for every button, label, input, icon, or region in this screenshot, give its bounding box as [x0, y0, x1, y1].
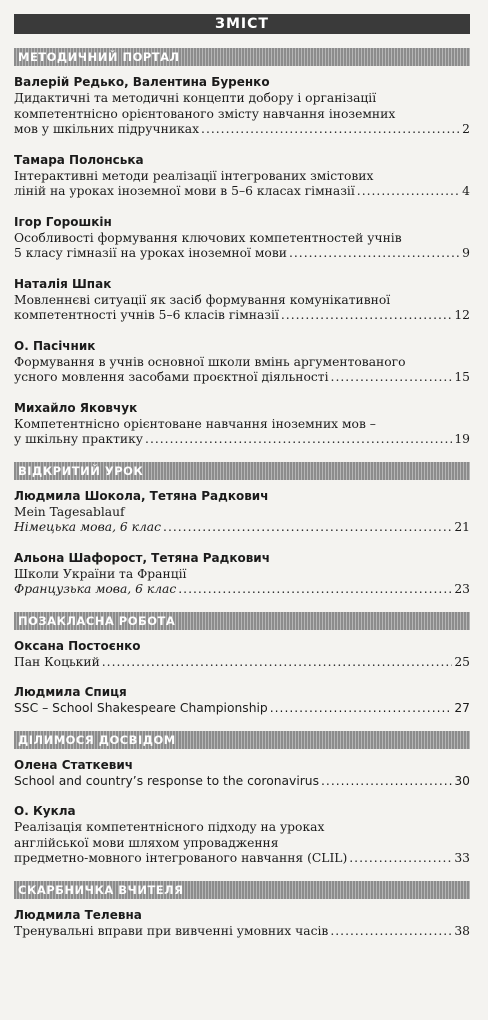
toc-entry[interactable] [14, 338, 470, 386]
toc-entry[interactable] [14, 152, 470, 200]
page-number: 19 [454, 432, 470, 446]
entry-last-line [14, 246, 470, 262]
entry-author: Людмила Телевна [14, 907, 142, 922]
entry-title-line: Особливості формування ключових компетентностей учнів [14, 230, 402, 245]
entry-last-line [14, 432, 470, 448]
entry-author: Тамара Полонська [14, 152, 144, 167]
entry-author: О. Кукла [14, 804, 76, 818]
toc-entry[interactable] [14, 400, 470, 448]
entry-title-line: Дидактичні та методичні концепти добору і організації [14, 91, 377, 105]
entry-last-line [14, 924, 470, 940]
leader-dots [349, 851, 452, 867]
entry-title-end: School and country’s response to the coronavirus [14, 773, 320, 788]
page-number: 21 [454, 520, 470, 534]
toc-page [14, 14, 470, 953]
page-number: 9 [462, 246, 470, 260]
section-header: ВІДКРИТИЙ УРОК [14, 462, 470, 480]
entry-author: Людмила Спиця [14, 685, 127, 699]
section-header: СКАРБНИЧКА ВЧИТЕЛЯ [14, 881, 470, 899]
entry-title-end: ліній на уроках іноземної мови в 5–6 класах гімназії [14, 184, 355, 198]
entry-title-line: англійської мови шляхом упровадження [14, 835, 279, 850]
entry-title-line: Школи України та Франції [14, 566, 187, 581]
toc-entry[interactable] [14, 74, 470, 138]
leader-dots [178, 582, 452, 598]
entry-last-line [14, 184, 470, 200]
toc-entry[interactable] [14, 214, 470, 262]
entry-last-line [14, 851, 470, 867]
toc-entry[interactable] [14, 550, 470, 598]
entry-author: О. Пасічник [14, 338, 96, 353]
leader-dots [357, 184, 460, 200]
leader-dots [330, 924, 452, 940]
entry-title-end: Німецька мова, 6 клас [14, 520, 162, 534]
page-number: 38 [454, 923, 470, 938]
page-number: 15 [454, 370, 470, 384]
toc-entry[interactable] [14, 684, 470, 717]
page-number: 27 [454, 701, 470, 715]
entry-last-line [14, 308, 470, 324]
entry-author: Олена Статкевич [14, 757, 134, 772]
entry-title-end: мов у шкільних підручниках [14, 122, 200, 136]
leader-dots [270, 701, 453, 717]
page-number: 30 [454, 773, 470, 788]
leader-dots [145, 432, 452, 448]
entry-author: Людмила Шокола, Тетяна Радкович [14, 488, 269, 503]
toc-entry[interactable] [14, 757, 470, 790]
entry-title-end: Французька мова, 6 клас [14, 582, 177, 596]
page-number: 12 [454, 308, 470, 322]
entry-last-line [14, 701, 470, 717]
toc-body [14, 48, 470, 939]
entry-title-end: SSC – School Shakespeare Championship [14, 701, 268, 715]
entry-title-line: Інтерактивні методи реалізації інтегрованих змістових [14, 168, 374, 183]
toc-entry[interactable] [14, 488, 470, 536]
entry-last-line [14, 774, 470, 790]
entry-title-line: Mein Tagesablauf [14, 504, 125, 519]
section-header: МЕТОДИЧНИЙ ПОРТАЛ [14, 48, 470, 66]
leader-dots [102, 655, 453, 671]
page-number: 2 [462, 122, 470, 136]
entry-author: Ігор Горошкін [14, 214, 112, 229]
page-number: 23 [454, 582, 470, 596]
leader-dots [321, 774, 452, 790]
entry-title-line: Компетентнісно орієнтоване навчання іноземних мов – [14, 416, 376, 431]
entry-title-line: компетентнісно орієнтованого змісту навчання іноземних [14, 106, 396, 121]
entry-title-end: Пан Коцький [14, 654, 100, 669]
entry-last-line [14, 582, 470, 598]
entry-last-line [14, 370, 470, 386]
entry-author: Михайло Яковчук [14, 400, 138, 415]
leader-dots [281, 308, 452, 324]
leader-dots [331, 370, 453, 386]
entry-last-line [14, 520, 470, 536]
entry-author: Альона Шафорост, Тетяна Радкович [14, 550, 270, 565]
entry-title-end: Тренувальні вправи при вивченні умовних часів [14, 923, 329, 938]
toc-entry[interactable] [14, 638, 470, 671]
entry-author: Валерій Редько, Валентина Буренко [14, 75, 270, 89]
entry-last-line [14, 122, 470, 138]
section-header: ДІЛИМОСЯ ДОСВІДОМ [14, 731, 470, 749]
page-number: 4 [462, 184, 470, 198]
leader-dots [289, 246, 460, 262]
entry-title-end: компетентності учнів 5–6 класів гімназії [14, 308, 279, 322]
toc-entry[interactable] [14, 803, 470, 867]
toc-entry[interactable] [14, 907, 470, 940]
page-number: 33 [454, 851, 470, 865]
entry-title-end: 5 класу гімназії на уроках іноземної мови [14, 246, 287, 260]
leader-dots [201, 122, 460, 138]
entry-author: Наталія Шпак [14, 276, 112, 291]
entry-title-line: Реалізація компетентнісного підходу на уроках [14, 820, 325, 834]
entry-title-line: Формування в учнів основної школи вмінь аргументованого [14, 354, 406, 369]
page-number: 25 [454, 654, 470, 669]
section-header: ПОЗАКЛАСНА РОБОТА [14, 612, 470, 630]
entry-author: Оксана Постоєнко [14, 638, 141, 653]
entry-title-line: Мовленнєві ситуації як засіб формування комунікативної [14, 292, 391, 307]
entry-last-line [14, 655, 470, 671]
leader-dots [163, 520, 452, 536]
toc-entry[interactable] [14, 276, 470, 324]
entry-title-end: предметно-мовного інтегрованого навчання (CLIL) [14, 851, 348, 865]
entry-title-end: у шкільну практику [14, 432, 144, 446]
toc-title: ЗМІСТ [14, 14, 470, 34]
entry-title-end: усного мовлення засобами проєктної діяльності [14, 370, 329, 384]
